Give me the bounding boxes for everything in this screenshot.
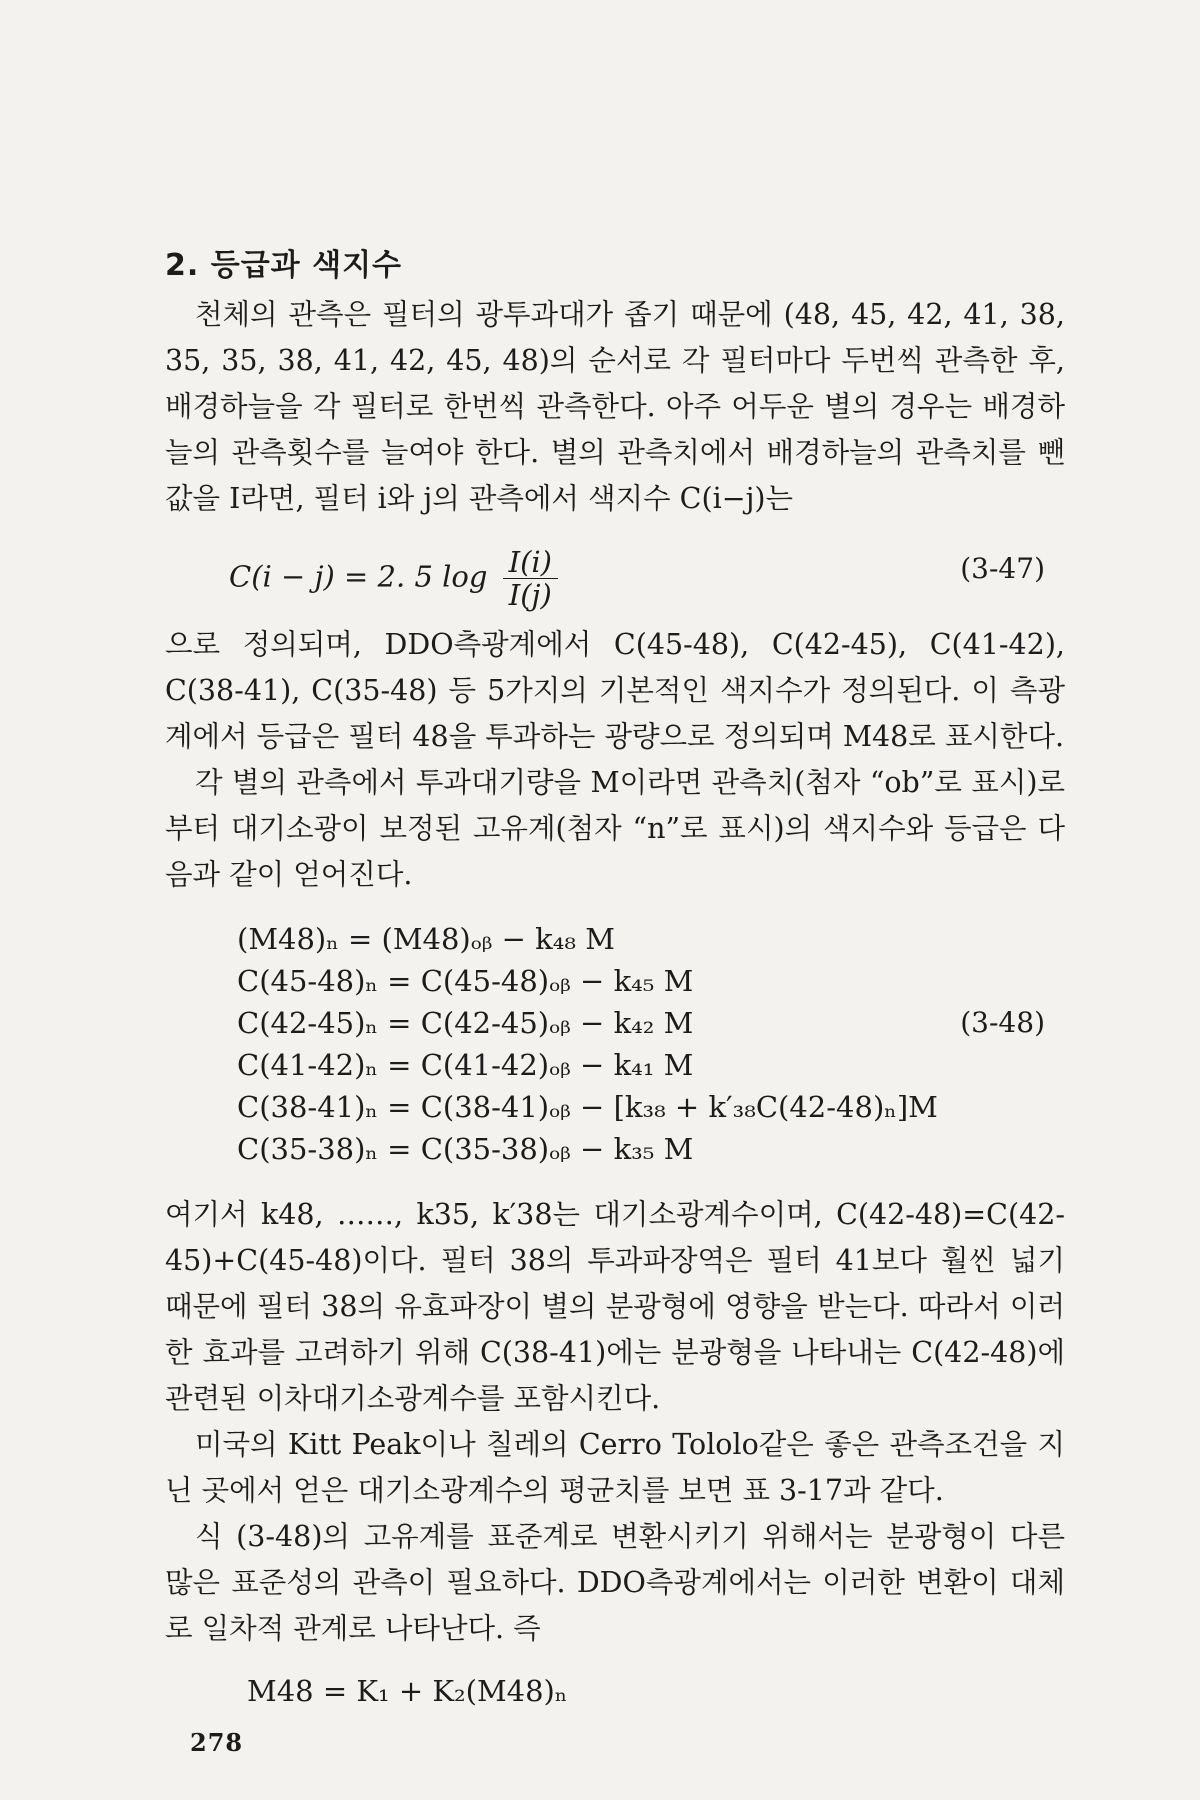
equation-3-47 [165,526,1065,616]
equation-3-48-row: C(45-48)ₙ = C(45-48)ₒᵦ − k₄₅ M [237,964,694,998]
equation-3-48-row: (M48)ₙ = (M48)ₒᵦ − k₄₈ M [237,922,615,956]
paragraph-1: 천체의 관측은 필터의 광투과대가 좁기 때문에 (48, 45, 42, 41, 38, 35, 35, 38, 41, 42, 45, 48)의 순서로 각 필터마다 두번씩 관측한 후, 배경하늘을 각 필터로 한번씩 관측한다. 아주 어두운 별의 경우는 배경하늘의 관측횟수를 늘여야 한다. 별의 관측치에서 배경하늘의 관측치를 뺀 값을 I라면, 필터 i와 j의 관측에서 색지수 C(i−j)는 [165,298,1065,515]
equation-3-47-lhs: C(i − j) = 2. 5 log [229,559,488,594]
equation-3-48-row: C(35-38)ₙ = C(35-38)ₒᵦ − k₃₅ M [237,1132,694,1166]
equation-3-48-row: C(38-41)ₙ = C(38-41)ₒᵦ − [k₃₈ + k′₃₈C(42-48)ₙ]M [237,1090,938,1124]
paragraph-5: 미국의 Kitt Peak이나 칠레의 Cerro Tololo같은 좋은 관측조건을 지닌 곳에서 얻은 대기소광계수의 평균치를 보면 표 3-17과 같다. [165,1428,1065,1507]
equation-3-48-number: (3-48) [960,1006,1045,1039]
equation-3-47-number: (3-47) [960,552,1045,585]
equation-3-47-fraction [503,546,558,611]
equation-3-47-numerator: I(i) [503,546,558,579]
equation-3-48 [165,918,1065,1170]
equation-final [165,1670,1065,1712]
paragraph-4: 여기서 k48, ……, k35, k′38는 대기소광계수이며, C(42-48)=C(42-45)+C(45-48)이다. 필터 38의 투과파장역은 필터 41보다 훨씬 넓기 때문에 필터 38의 유효파장이 별의 분광형에 영향을 받는다. 따라서 이러한 효과를 고려하기 위해 C(38-41)에는 분광형을 나타내는 C(42-48)에 관련된 이차대기소광계수를 포함시킨다. [165,1198,1065,1415]
equation-3-47-body [229,546,558,611]
section-heading: 2. 등급과 색지수 [165,248,403,283]
page-number: 278 [190,1728,244,1757]
paragraph-3: 각 별의 관측에서 투과대기량을 M이라면 관측치(첨자 “ob”로 표시)로부터 대기소광이 보정된 고유계(첨자 “n”로 표시)의 색지수와 등급은 다음과 같이 얻어진다. [165,766,1065,891]
equation-3-48-row: C(41-42)ₙ = C(41-42)ₒᵦ − k₄₁ M [237,1048,694,1082]
paragraph-2: 으로 정의되며, DDO측광계에서 C(45-48), C(42-45), C(41-42), C(38-41), C(35-48) 등 5가지의 기본적인 색지수가 정의된다. 이 측광계에서 등급은 필터 48을 투과하는 광량으로 정의되며 M48로 표시한다. [165,628,1065,753]
equation-final-row: M48 = K₁ + K₂(M48)ₙ [247,1674,568,1708]
equation-3-47-denominator: I(j) [508,578,552,612]
equation-3-48-row: C(42-45)ₙ = C(42-45)ₒᵦ − k₄₂ M [237,1006,694,1040]
paragraph-6: 식 (3-48)의 고유계를 표준계로 변환시키기 위해서는 분광형이 다른 많은 표준성의 관측이 필요하다. DDO측광계에서는 이러한 변환이 대체로 일차적 관계로 나타난다. 즉 [165,1520,1065,1645]
page-body [165,240,1065,1712]
